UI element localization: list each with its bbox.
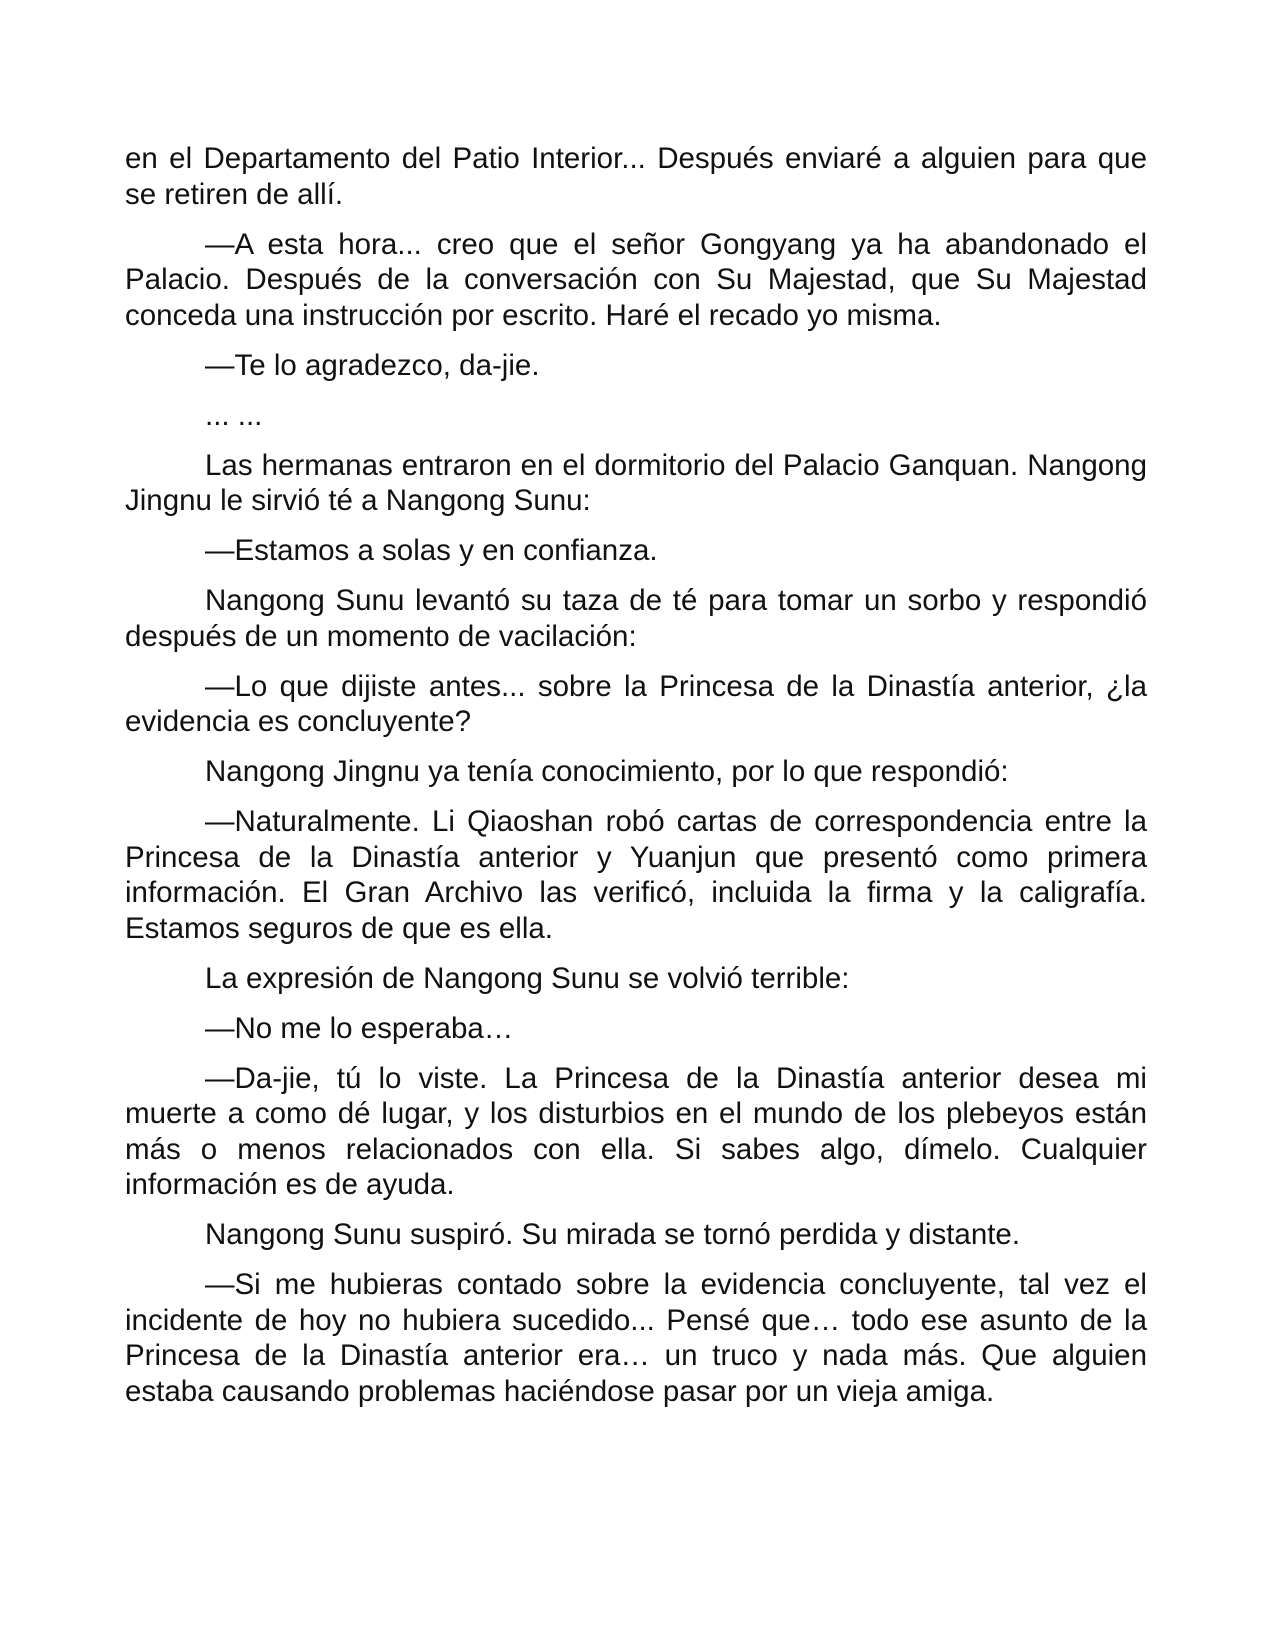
paragraph: Nangong Sunu suspiró. Su mirada se tornó perdida y distante. xyxy=(205,1218,1021,1251)
paragraph: —No me lo esperaba… xyxy=(205,1011,514,1045)
document-page xyxy=(125,141,1147,1424)
paragraph: —Naturalmente. Li Qiaoshan robó cartas de correspondencia entre la Princesa de la Dinastía anterior y Yuanjun que presentó como primera información. El Gran Archivo las verificó, incluida la firma y la caligrafía. Estamos seguros de que es ella. xyxy=(125,805,1147,945)
paragraph: ... ... xyxy=(205,398,263,432)
paragraph: en el Departamento del Patio Interior... Después enviaré a alguien para que se retiren de allí. xyxy=(125,142,1147,211)
paragraph: Las hermanas entraron en el dormitorio del Palacio Ganquan. Nangong Jingnu le sirvió té a Nangong Sunu: xyxy=(125,448,1147,517)
paragraph: —Estamos a solas y en confianza. xyxy=(205,534,658,567)
paragraph: —Te lo agradezco, da-jie. xyxy=(205,348,540,382)
paragraph: Nangong Sunu levantó su taza de té para tomar un sorbo y respondió después de un momento de vacilación: xyxy=(125,584,1147,653)
paragraph: —Si me hubieras contado sobre la evidencia concluyente, tal vez el incidente de hoy no hubiera sucedido... Pensé que… todo ese asunto de la Princesa de la Dinastía anterior era… un truco y nada más. Que alguien estaba causando problemas haciéndose pasar por un vieja amiga. xyxy=(125,1268,1147,1408)
paragraph: La expresión de Nangong Sunu se volvió terrible: xyxy=(205,961,850,995)
paragraph: Nangong Jingnu ya tenía conocimiento, por lo que respondió: xyxy=(205,755,1009,788)
paragraph: —Lo que dijiste antes... sobre la Princesa de la Dinastía anterior, ¿la evidencia es concluyente? xyxy=(125,669,1147,738)
paragraph: —A esta hora... creo que el señor Gongyang ya ha abandonado el Palacio. Después de la conversación con Su Majestad, que Su Majestad conceda una instrucción por escrito. Haré el recado yo misma. xyxy=(125,227,1147,332)
paragraph: —Da-jie, tú lo viste. La Princesa de la Dinastía anterior desea mi muerte a como dé lugar, y los disturbios en el mundo de los plebeyos están más o menos relacionados con ella. Si sabes algo, dímelo. Cualquier información es de ayuda. xyxy=(125,1061,1147,1201)
